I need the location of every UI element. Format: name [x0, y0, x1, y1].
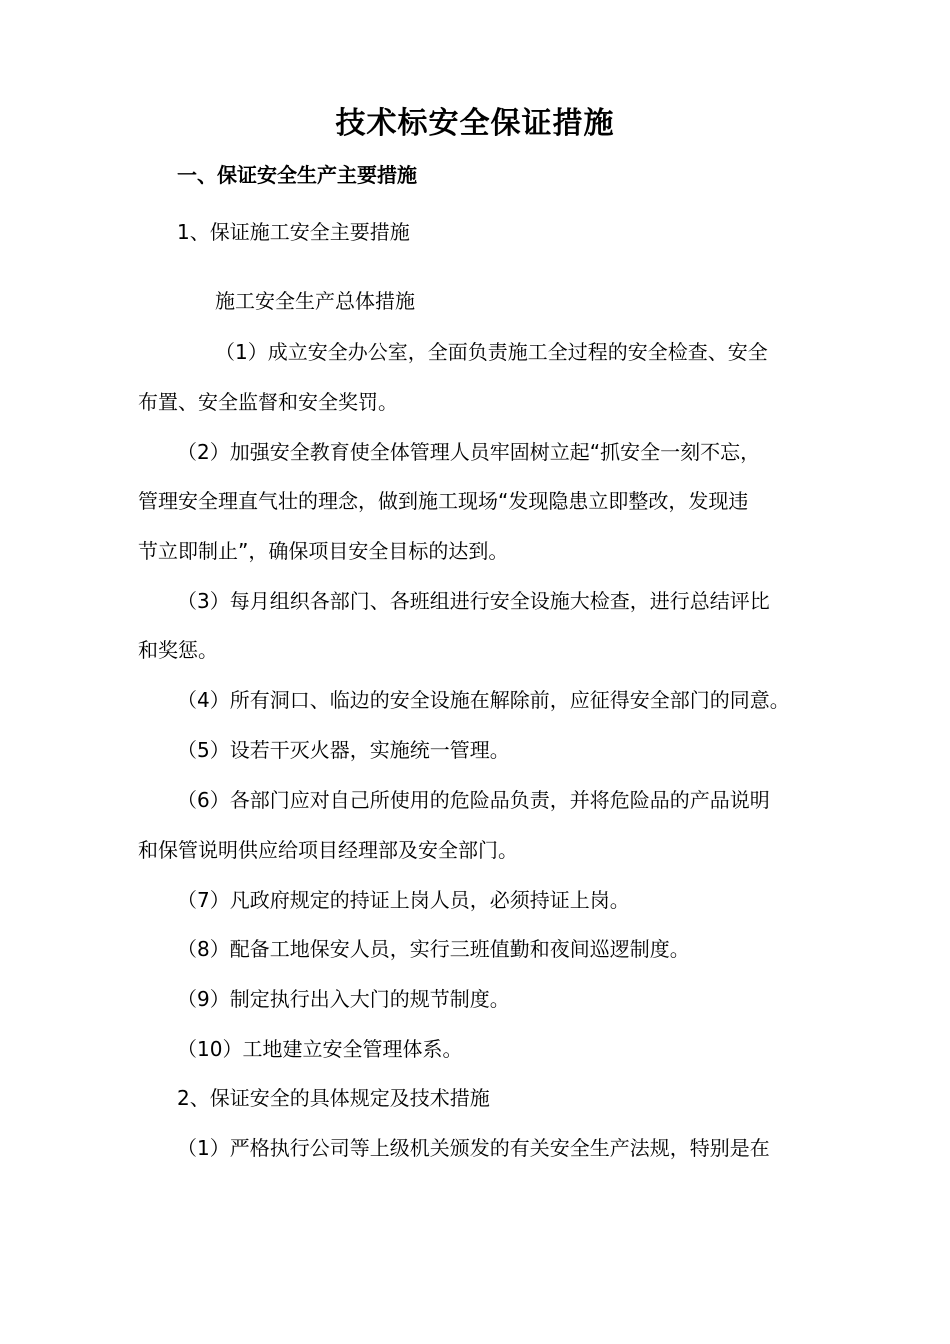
document-title: 技术标安全保证措施: [335, 106, 615, 141]
sub-subsection-heading: 施工安全生产总体措施: [215, 289, 415, 313]
paragraph-line: （1）成立安全办公室，全面负责施工全过程的安全检查、安全: [215, 340, 768, 364]
paragraph-line: （3）每月组织各部门、各班组进行安全设施大检查，进行总结评比: [177, 589, 770, 613]
paragraph-line: （5）设若干灭火器，实施统一管理。: [177, 738, 510, 762]
paragraph-line: （8）配备工地保安人员，实行三班值勤和夜间巡逻制度。: [177, 937, 690, 961]
paragraph-line: 节立即制止”，确保项目安全目标的达到。: [138, 539, 509, 563]
paragraph-line: （1）严格执行公司等上级机关颁发的有关安全生产法规，特别是在: [177, 1136, 770, 1160]
section-heading: 一、保证安全生产主要措施: [177, 163, 417, 187]
paragraph-line: 和奖惩。: [138, 638, 218, 662]
paragraph-line: （10）工地建立安全管理体系。: [177, 1037, 463, 1061]
paragraph-line: （4）所有洞口、临边的安全设施在解除前，应征得安全部门的同意。: [177, 688, 790, 712]
subsection-heading: 2、保证安全的具体规定及技术措施: [177, 1086, 490, 1110]
paragraph-line: （9）制定执行出入大门的规节制度。: [177, 987, 510, 1011]
paragraph-line: （2）加强安全教育使全体管理人员牢固树立起“抓安全一刻不忘，: [177, 440, 761, 464]
paragraph-line: 和保管说明供应给项目经理部及安全部门。: [138, 838, 518, 862]
paragraph-line: （7）凡政府规定的持证上岗人员，必须持证上岗。: [177, 888, 630, 912]
paragraph-line: 管理安全理直气壮的理念，做到施工现场“发现隐患立即整改，发现违: [138, 489, 749, 513]
subsection-heading: 1、保证施工安全主要措施: [177, 220, 410, 244]
paragraph-line: （6）各部门应对自己所使用的危险品负责，并将危险品的产品说明: [177, 788, 770, 812]
paragraph-line: 布置、安全监督和安全奖罚。: [138, 390, 398, 414]
